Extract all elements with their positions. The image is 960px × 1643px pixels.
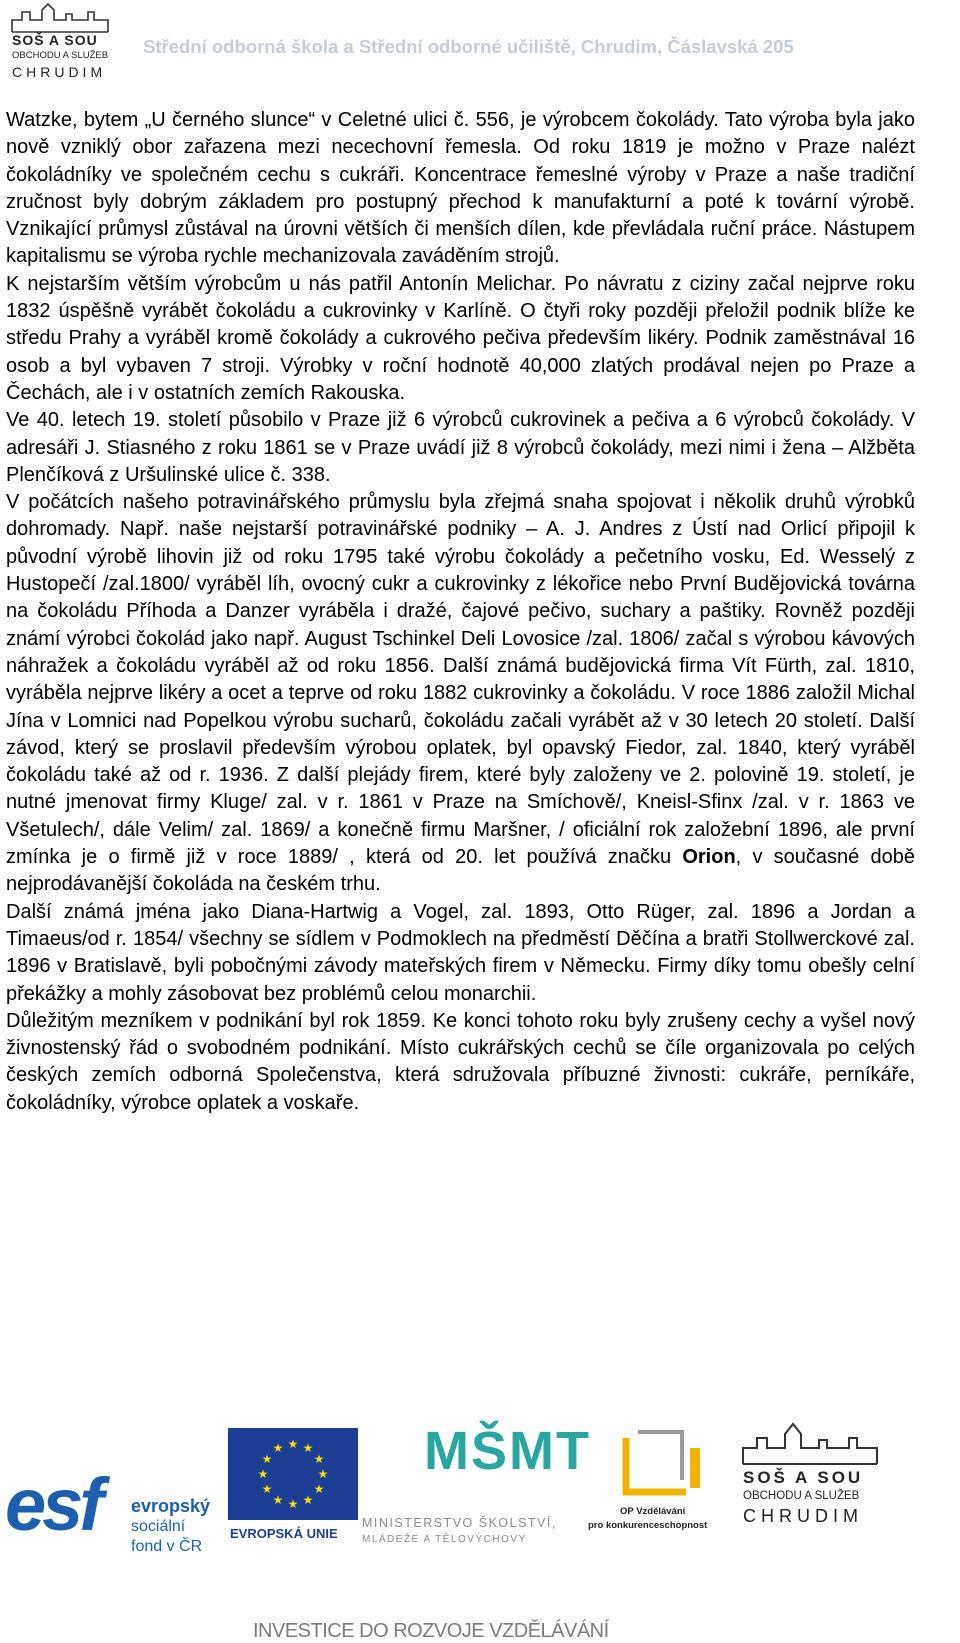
msmt-line-1: MINISTERSTVO ŠKOLSTVÍ, (362, 1516, 557, 1530)
esf-line-1: evropský (131, 1496, 211, 1516)
paragraph: Další známá jména jako Diana-Hartwig a Vogel, zal. 1893, Otto Rüger, zal. 1896 a Jordan a Timaeus/od r. 1854/ všechny se sídlem v Podmoklech na předměstí Děčína a bratři Stollwerckové zal. 1896 v Bratislavě, byli pobočnými závody mateřských firem v Německu. Firmy díky tomu obešly celní překážky a mohly zásobovat bez problémů celou monarchii. (6, 900, 915, 1005)
logo-line-3: CHRUDIM (12, 64, 107, 80)
paragraph: Watzke, bytem „U černého slunce“ v Celetné ulici č. 556, je výrobcem čokolády. Tato výroba byla jako nově vzniklý obor zařazena mezi necechovní řemesla. Od roku 1819 je možno v Praze nalézt čokoládníky ve společném cechu s cukráři. Koncentrace řemeslné výroby v Praze a naše tradiční zručnost byly dobrým základem pro postupný přechod k manufakturní a poté k tovární výrobě. Vznikající průmysl zůstával na úrovni větších či menších dílen, kde převládala ruční práce. Nástupem kapitalismu se výroba rychle mechanizovala zaváděním strojů. (6, 109, 915, 268)
eu-star-icon: ★ (287, 1437, 299, 1451)
eu-star-icon: ★ (287, 1497, 299, 1511)
esf-logo (5, 1450, 220, 1560)
esf-line-3: fond v ČR (131, 1538, 203, 1555)
eu-logo (228, 1428, 358, 1554)
logo-line-2: OBCHODU A SLUŽEB (743, 1490, 860, 1502)
school-name-heading: Střední odborná škola a Střední odborné učiliště, Chrudim, Čáslavská 205 (143, 36, 794, 57)
op-logo (586, 1420, 726, 1560)
paragraph-text: V počátcích našeho potravinářského průmyslu byla zřejmá snaha spojovat i několik druhů výrobků dohromady. Např. naše nejstarší potravinářské podniky – A. J. Andres z Ústí nad Orlicí připojil k původní výrobě lihovin již od roku 1795 také výrobu čokolády a pečetního vosku, Ed. Wesselý z Hustopečí /zal.1800/ vyráběl líh, ovocný cukr a cukrovinky z lékořice nebo První Budějovická továrna na čokoládu Příhoda a Danzer vyráběla i dražé, čajové pečivo, suchary a paštiky. Rovněž později známí výrobci čokolád jako např. August Tschinkel Deli Lovosice /zal. 1806/ začal s výrobou kávových náhražek a čokoládu vyráběl až od roku 1856. Další známá budějovická firma Vít Fürth, zal. 1810, vyráběla nejprve likéry a ocet a teprve od roku 1882 cukrovinky a čokoládu. V roce 1886 založil Michal Jína v Lomnici nad Popelkou výrobu sucharů, čokoládu začali vyrábět až v 30 letech 20 století. Další závod, který se proslavil především výrobou oplatek, byl opavský Fiedor, zal. 1840, který vyráběl čokoládu také až od r. 1936. Z další plejády firem, které byly založeny ve 2. polovině 19. století, je nutné jmenovat firmy Kluge/ zal. v r. 1861 v Praze na Smíchově/, Kneisl-Sfinx /zal. v r. 1863 ve Všetulech/, dále Velim/ zal. 1869/ a konečně firmu Maršner, / oficiální rok založební 1896, ale první zmínka je o firmě již v roce 1889/ , která od 20. let používá značku (6, 491, 915, 869)
eu-star-icon: ★ (302, 1492, 314, 1507)
eu-star-icon: ★ (272, 1492, 284, 1507)
logo-line-3: CHRUDIM (743, 1506, 863, 1526)
msmt-line-2: MLÁDEŽE A TĚLOVÝCHOVY (362, 1534, 527, 1545)
op-emblem-icon (586, 1420, 726, 1504)
castle-icon (735, 1420, 895, 1468)
page-header (0, 0, 960, 90)
paragraph: Důležitým mezníkem v podnikání byl rok 1859. Ke konci tohoto roku byly zrušeny cechy a vyšel nový živnostenský řád o svobodném podnikání. Místo cukrářských cechů se číle organizovala po celých českých zemích odborná Společenstva, která sdružovala příbuzné živnosti: cukráře, perníkáře, čokoládníky, výrobce oplatek a voskaře. (6, 1009, 915, 1114)
eu-star-icon: ★ (261, 1452, 273, 1466)
footer-slogan: INVESTICE DO ROZVOJE VZDĚLÁVÁNÍ (253, 1620, 609, 1642)
msmt-mark: MŠMT (424, 1421, 591, 1481)
paragraph-text-tail: , v současné době nejprodávanější čokoláda na českém trhu. (6, 846, 915, 896)
eu-flag-icon (228, 1428, 358, 1520)
esf-mark: esf (5, 1463, 100, 1546)
logo-line-2: OBCHODU A SLUŽEB (12, 50, 109, 61)
msmt-logo (362, 1420, 591, 1560)
eu-star-icon: ★ (261, 1482, 273, 1496)
paragraph: K nejstarším větším výrobcům u nás patřil Antonín Melichar. Po návratu z ciziny začal nejprve roku 1832 úspěšně vyrábět čokoládu a cukrovinky v Karlíně. O čtyři roky později přeložil podnik blíže ke středu Prahy a vyráběl kromě čokolády a cukrového pečiva především likéry. Podnik zaměstnával 16 osob a byl vybaven 7 stroji. Výrobky v roční hodnotě 40,000 zlatých prodával nejen po Praze a Čechách, ale i v ostatních zemích Rakouska. (6, 272, 915, 404)
eu-star-icon: ★ (313, 1482, 325, 1496)
paragraph: Ve 40. letech 19. století působilo v Praze již 6 výrobců cukrovinek a pečiva a 6 výrobců čokolády. V adresáři J. Stiasného z roku 1861 se v Praze uvádí již 8 výrobců čokolády, mezi nimi i žena – Alžběta Plenčíková z Uršulinské ulice č. 338. (6, 409, 915, 486)
brand-name: Orion (682, 846, 736, 869)
page-footer (0, 1420, 960, 1641)
eu-caption: EVROPSKÁ UNIE (230, 1526, 338, 1541)
castle-icon (8, 2, 120, 34)
logo-line-1: SOŠ A SOU (12, 32, 98, 48)
eu-star-icon: ★ (272, 1441, 284, 1456)
op-line-2: pro konkurenceschopnost (588, 1520, 708, 1531)
esf-line-2: sociální (131, 1518, 186, 1535)
eu-star-icon: ★ (257, 1467, 269, 1481)
logo-line-1: SOŠ A SOU (743, 1468, 864, 1487)
eu-star-icon: ★ (317, 1467, 329, 1481)
article-body (6, 107, 915, 1117)
eu-star-icon: ★ (313, 1452, 325, 1466)
school-logo (8, 2, 120, 80)
school-logo-footer (735, 1420, 895, 1560)
paragraph (6, 489, 915, 898)
op-line-1: OP Vzdělávání (620, 1506, 686, 1517)
eu-star-icon: ★ (302, 1441, 314, 1456)
